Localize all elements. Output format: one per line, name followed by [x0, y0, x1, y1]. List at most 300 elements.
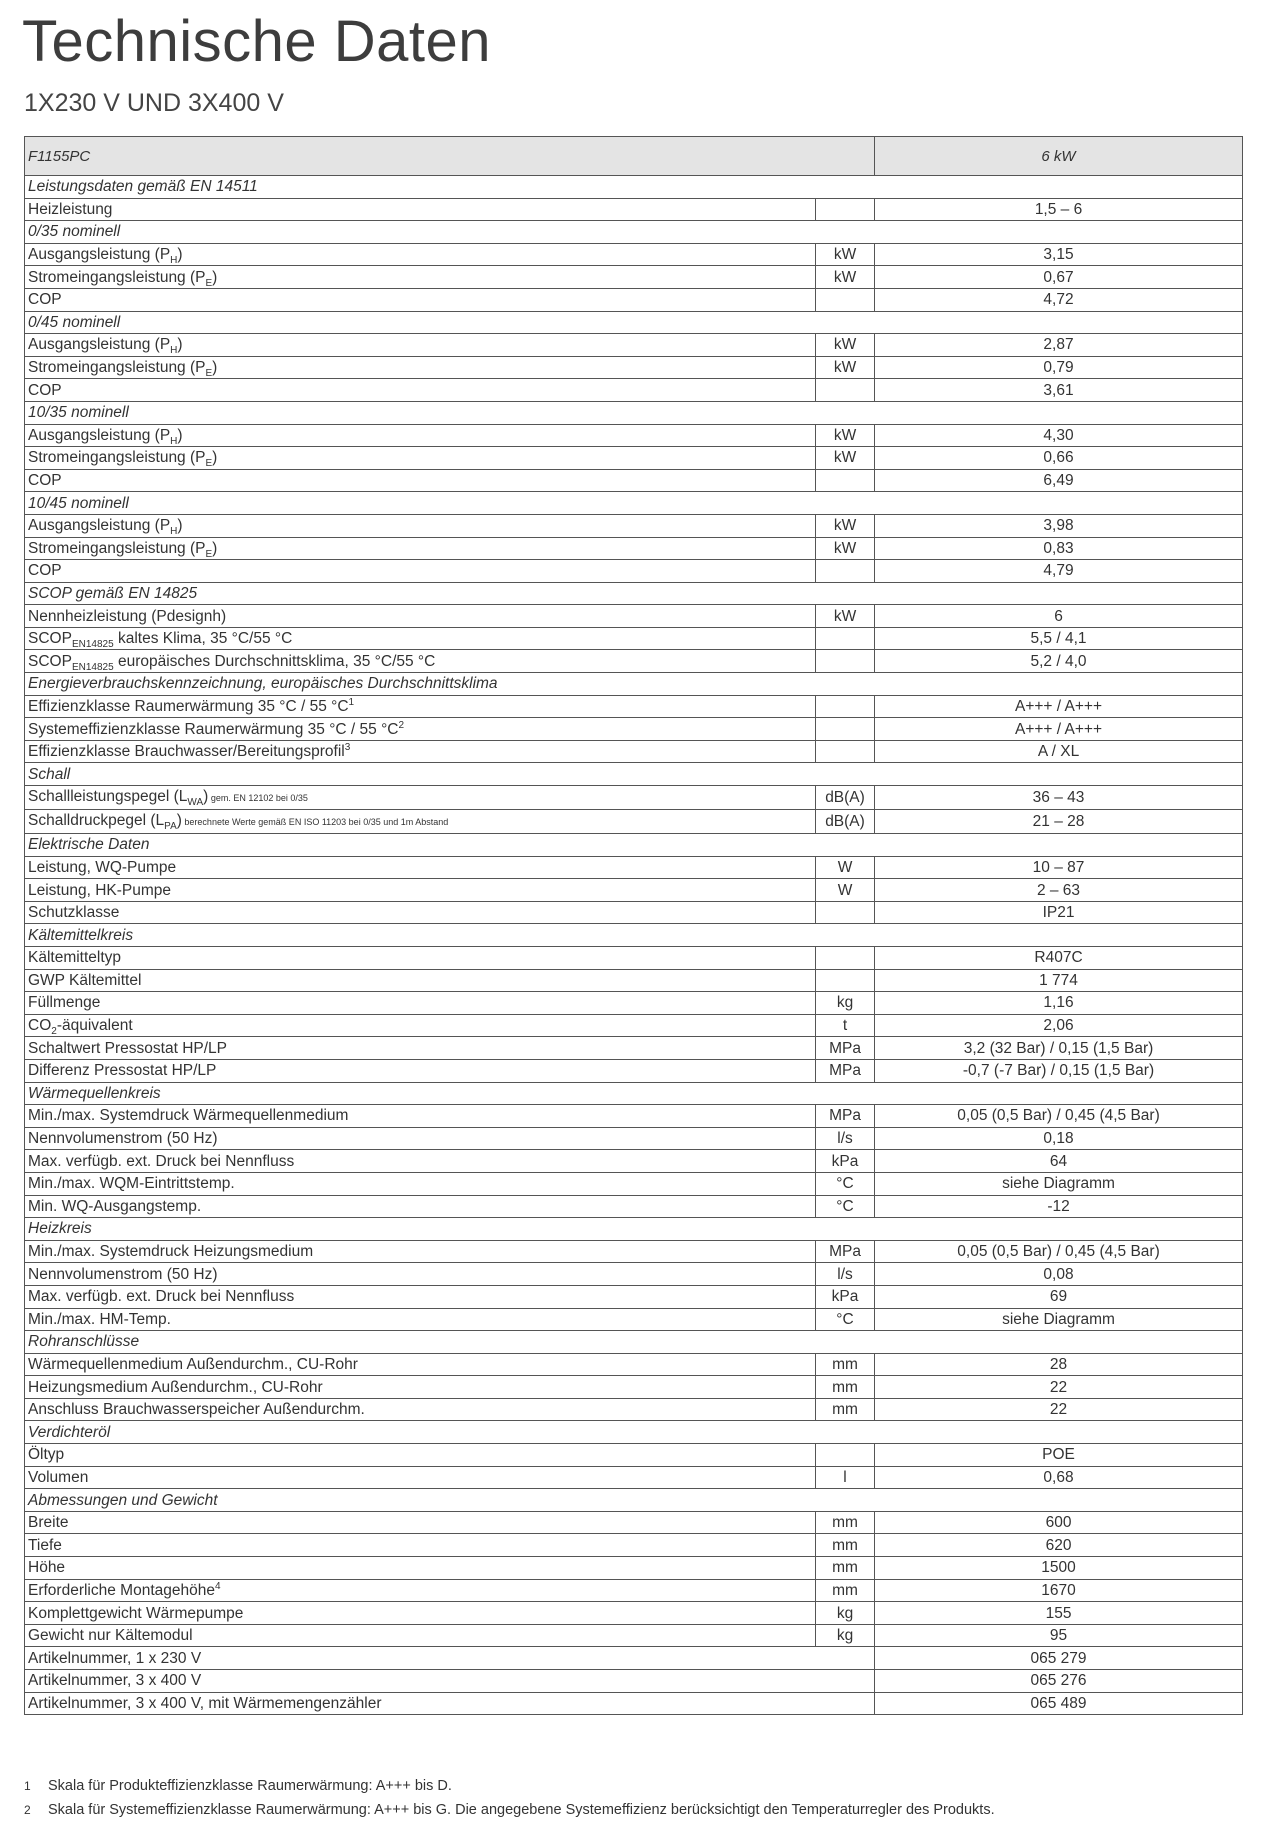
row-label-text: Min./max. WQM-Eintrittstemp.: [28, 1175, 235, 1193]
row-label-tail: ): [212, 539, 218, 557]
header-value: 6 kW: [875, 137, 1243, 176]
row-label-text: COP: [28, 472, 62, 490]
row-label: [25, 856, 816, 879]
row-label: [25, 1195, 816, 1218]
section-row: [25, 221, 1243, 244]
section-label: Rohranschlüsse: [25, 1331, 1243, 1354]
row-unit: W: [816, 856, 875, 879]
table-row: [25, 947, 1243, 970]
table-row: [25, 901, 1243, 924]
section-row: [25, 834, 1243, 857]
row-unit: kW: [816, 243, 875, 266]
row-value: IP21: [875, 901, 1243, 924]
row-value: 6: [875, 605, 1243, 628]
row-label-tail: ): [212, 268, 218, 286]
row-label-subscript: H: [170, 345, 178, 357]
row-label: [25, 514, 816, 537]
row-label-tail: europäisches Durchschnittsklima, 35 °C/55 °C: [113, 652, 436, 670]
row-label-text: Schallleistungspegel (L: [28, 788, 188, 806]
row-label-text: Nennvolumenstrom (50 Hz): [28, 1130, 218, 1148]
row-label: [25, 1398, 816, 1421]
row-label: [25, 1624, 816, 1647]
row-unit: l: [816, 1466, 875, 1489]
table-row: [25, 288, 1243, 311]
section-row: [25, 492, 1243, 515]
row-value: 0,83: [875, 537, 1243, 560]
row-label: [25, 947, 816, 970]
footnote: [24, 1774, 995, 1798]
row-label: [25, 992, 816, 1015]
table-row: [25, 1014, 1243, 1037]
table-row: [25, 1195, 1243, 1218]
row-value: A / XL: [875, 740, 1243, 763]
row-unit: l/s: [816, 1127, 875, 1150]
row-label-text: GWP Kältemittel: [28, 971, 142, 989]
row-label-tail: ): [212, 449, 218, 467]
table-row: [25, 514, 1243, 537]
row-value: 3,15: [875, 243, 1243, 266]
row-value: 3,2 (32 Bar) / 0,15 (1,5 Bar): [875, 1037, 1243, 1060]
section-row: [25, 176, 1243, 199]
section-label: Abmessungen und Gewicht: [25, 1489, 1243, 1512]
footnote: [24, 1798, 995, 1822]
row-label-text: Artikelnummer, 3 x 400 V: [28, 1672, 202, 1690]
row-value: 28: [875, 1353, 1243, 1376]
row-unit: kg: [816, 1602, 875, 1625]
row-label: [25, 1670, 875, 1693]
row-label-text: CO: [28, 1017, 52, 1035]
row-value: 620: [875, 1534, 1243, 1557]
row-unit: [816, 969, 875, 992]
row-value: 0,05 (0,5 Bar) / 0,45 (4,5 Bar): [875, 1240, 1243, 1263]
section-label: Verdichteröl: [25, 1421, 1243, 1444]
row-unit: [816, 627, 875, 650]
section-row: [25, 924, 1243, 947]
row-unit: W: [816, 879, 875, 902]
table-row: [25, 1059, 1243, 1082]
row-value: 0,05 (0,5 Bar) / 0,45 (4,5 Bar): [875, 1105, 1243, 1128]
row-unit: °C: [816, 1172, 875, 1195]
table-row: [25, 1240, 1243, 1263]
row-label: [25, 1376, 816, 1399]
row-label-subscript: E: [205, 368, 213, 379]
row-label-note: gem. EN 12102 bei 0/35: [208, 793, 308, 804]
row-label: [25, 1037, 816, 1060]
row-value: A+++ / A+++: [875, 718, 1243, 741]
row-label-text: Ausgangsleistung (P: [28, 517, 171, 535]
row-label-text: Stromeingangsleistung (P: [28, 359, 206, 377]
table-row: [25, 560, 1243, 583]
row-label: [25, 1511, 816, 1534]
row-label-subscript: E: [205, 548, 213, 560]
row-unit: mm: [816, 1534, 875, 1557]
section-label: Wärmequellenkreis: [25, 1082, 1243, 1105]
row-label: [25, 1647, 875, 1670]
row-value: 4,72: [875, 288, 1243, 311]
row-label-text: Schutzklasse: [28, 904, 120, 922]
table-row: [25, 243, 1243, 266]
section-row: [25, 1331, 1243, 1354]
row-label: [25, 1353, 816, 1376]
footnote-text: Skala für Systemeffizienzklasse Raumerwärmung: A+++ bis G. Die angegebene Systemeffizienz berücksichtigt den Temperaturregler des Produkts.: [48, 1802, 995, 1818]
table-row: [25, 1037, 1243, 1060]
row-unit: kPa: [816, 1285, 875, 1308]
row-label: [25, 1240, 816, 1263]
row-value: 0,18: [875, 1127, 1243, 1150]
row-label: [25, 695, 816, 718]
row-unit: kW: [816, 356, 875, 379]
row-label-text: Ausgangsleistung (P: [28, 426, 171, 444]
table-row: [25, 1150, 1243, 1173]
footnote-ref: 3: [344, 741, 351, 753]
footnotes: [24, 1774, 995, 1822]
section-row: [25, 401, 1243, 424]
row-label: [25, 560, 816, 583]
row-unit: MPa: [816, 1059, 875, 1082]
row-value: 6,49: [875, 469, 1243, 492]
table-row: [25, 992, 1243, 1015]
table-row: [25, 969, 1243, 992]
table-row: [25, 1172, 1243, 1195]
row-value: 95: [875, 1624, 1243, 1647]
row-label: [25, 1127, 816, 1150]
row-label-text: Stromeingangsleistung (P: [28, 539, 206, 557]
row-label-text: Min. WQ-Ausgangstemp.: [28, 1197, 202, 1215]
row-label: [25, 1444, 816, 1467]
row-value: POE: [875, 1444, 1243, 1467]
row-value: 1670: [875, 1579, 1243, 1602]
row-unit: [816, 718, 875, 741]
row-label-text: Max. verfügb. ext. Druck bei Nennfluss: [28, 1288, 295, 1306]
table-row: [25, 537, 1243, 560]
table-row: [25, 1308, 1243, 1331]
row-label-tail: ): [177, 246, 183, 264]
row-label-text: Schalldruckpegel (L: [28, 812, 165, 830]
row-unit: kPa: [816, 1150, 875, 1173]
table-row: [25, 1511, 1243, 1534]
row-label-text: COP: [28, 291, 62, 309]
row-label-text: Höhe: [28, 1559, 66, 1577]
section-label: 10/35 nominell: [25, 401, 1243, 424]
row-value: 1500: [875, 1557, 1243, 1580]
section-label: Leistungsdaten gemäß EN 14511: [25, 176, 1243, 199]
table-row: [25, 379, 1243, 402]
row-value: 21 – 28: [875, 810, 1243, 834]
row-unit: [816, 650, 875, 673]
row-label-text: Stromeingangsleistung (P: [28, 449, 206, 467]
row-label: [25, 740, 816, 763]
row-label-subscript: 2: [51, 1026, 57, 1037]
table-row: [25, 1579, 1243, 1602]
row-label-text: Ausgangsleistung (P: [28, 246, 171, 264]
row-value: 2,87: [875, 334, 1243, 357]
table-row: [25, 334, 1243, 357]
section-row: [25, 311, 1243, 334]
row-label-subscript: EN14825: [71, 661, 114, 673]
row-label: [25, 718, 816, 741]
table-row: [25, 1444, 1243, 1467]
row-label-text: Effizienzklasse Raumerwärmung 35 °C / 55 °C: [28, 697, 349, 715]
row-unit: mm: [816, 1557, 875, 1580]
table-row: [25, 1602, 1243, 1625]
row-label-text: Leistung, WQ-Pumpe: [28, 858, 177, 876]
row-label: [25, 1285, 816, 1308]
row-label-text: SCOP: [28, 630, 72, 648]
row-value: 0,08: [875, 1263, 1243, 1286]
row-label-text: Schaltwert Pressostat HP/LP: [28, 1039, 227, 1057]
row-label: [25, 243, 816, 266]
row-label: [25, 447, 816, 470]
table-row: [25, 198, 1243, 221]
table-row: [25, 1127, 1243, 1150]
row-label-subscript: E: [205, 458, 213, 470]
table-row: [25, 605, 1243, 628]
section-row: [25, 763, 1243, 786]
row-label-subscript: H: [170, 526, 178, 537]
row-label-tail: ): [177, 336, 183, 354]
table-row: [25, 1670, 1243, 1693]
footnote-ref: 1: [348, 696, 355, 708]
section-row: [25, 1218, 1243, 1241]
row-value: 0,68: [875, 1466, 1243, 1489]
row-unit: mm: [816, 1579, 875, 1602]
row-value: 3,98: [875, 514, 1243, 537]
row-label: [25, 1263, 816, 1286]
row-unit: kW: [816, 334, 875, 357]
table-row: [25, 650, 1243, 673]
row-unit: °C: [816, 1195, 875, 1218]
row-value: 065 279: [875, 1647, 1243, 1670]
row-value: 2,06: [875, 1014, 1243, 1037]
row-label: [25, 1602, 816, 1625]
header-model: F1155PC: [25, 137, 875, 176]
footnote-ref: 2: [398, 719, 405, 731]
row-unit: [816, 740, 875, 763]
table-row: [25, 1398, 1243, 1421]
table-row: [25, 740, 1243, 763]
row-value: 1,5 – 6: [875, 198, 1243, 221]
row-label-tail: ): [177, 517, 183, 535]
row-label-text: Ausgangsleistung (P: [28, 336, 171, 354]
row-label: [25, 356, 816, 379]
row-value: -12: [875, 1195, 1243, 1218]
row-label-text: Systemeffizienzklasse Raumerwärmung 35 °C / 55 °C: [28, 720, 399, 738]
row-unit: mm: [816, 1376, 875, 1399]
row-label: [25, 810, 816, 834]
table-row: [25, 356, 1243, 379]
row-label: [25, 379, 816, 402]
section-row: [25, 1421, 1243, 1444]
footnote-text: Skala für Produkteffizienzklasse Raumerwärmung: A+++ bis D.: [48, 1778, 452, 1794]
row-unit: dB(A): [816, 810, 875, 834]
row-label: [25, 334, 816, 357]
table-row: [25, 1692, 1243, 1715]
row-label: [25, 1150, 816, 1173]
table-row: [25, 1353, 1243, 1376]
row-label: [25, 901, 816, 924]
section-label: Heizkreis: [25, 1218, 1243, 1241]
table-row: [25, 879, 1243, 902]
row-value: 69: [875, 1285, 1243, 1308]
row-label-text: Effizienzklasse Brauchwasser/Bereitungsprofil: [28, 743, 345, 761]
page-title: Technische Daten: [22, 9, 492, 74]
row-label-text: Erforderliche Montagehöhe: [28, 1581, 215, 1599]
row-label: [25, 1059, 816, 1082]
row-unit: kW: [816, 514, 875, 537]
row-value: A+++ / A+++: [875, 695, 1243, 718]
table-row: [25, 1466, 1243, 1489]
row-unit: [816, 901, 875, 924]
page-subtitle: 1X230 V UND 3X400 V: [24, 89, 284, 117]
row-unit: kW: [816, 537, 875, 560]
row-label-text: Breite: [28, 1514, 69, 1532]
table-row: [25, 1624, 1243, 1647]
row-label-text: Nennvolumenstrom (50 Hz): [28, 1265, 218, 1283]
row-unit: mm: [816, 1398, 875, 1421]
row-unit: MPa: [816, 1240, 875, 1263]
table-row: [25, 1285, 1243, 1308]
section-label: SCOP gemäß EN 14825: [25, 582, 1243, 605]
row-label-text: Min./max. Systemdruck Heizungsmedium: [28, 1243, 314, 1261]
row-unit: [816, 198, 875, 221]
row-unit: mm: [816, 1353, 875, 1376]
footnote-number: 1: [24, 1779, 31, 1793]
row-label-tail: kaltes Klima, 35 °C/55 °C: [113, 630, 293, 648]
section-row: [25, 673, 1243, 696]
row-label: [25, 1014, 816, 1037]
row-label-text: Anschluss Brauchwasserspeicher Außendurchm.: [28, 1401, 365, 1419]
row-value: 10 – 87: [875, 856, 1243, 879]
row-label-subscript: H: [170, 435, 178, 447]
row-value: 1,16: [875, 992, 1243, 1015]
row-value: 4,30: [875, 424, 1243, 447]
row-label-text: Komplettgewicht Wärmepumpe: [28, 1604, 244, 1622]
table-row: [25, 1263, 1243, 1286]
row-unit: [816, 379, 875, 402]
row-label: [25, 1466, 816, 1489]
row-label-text: Heizungsmedium Außendurchm., CU-Rohr: [28, 1378, 323, 1396]
row-value: 22: [875, 1376, 1243, 1399]
row-label: [25, 469, 816, 492]
spec-table: [24, 136, 1243, 1715]
section-label: 0/45 nominell: [25, 311, 1243, 334]
row-label-subscript: H: [170, 255, 178, 266]
row-unit: kW: [816, 447, 875, 470]
row-unit: kg: [816, 1624, 875, 1647]
section-label: Schall: [25, 763, 1243, 786]
row-label-text: Min./max. Systemdruck Wärmequellenmedium: [28, 1107, 349, 1125]
row-label-subscript: EN14825: [71, 639, 114, 650]
row-value: 22: [875, 1398, 1243, 1421]
row-label: [25, 1534, 816, 1557]
row-label: [25, 786, 816, 810]
row-value: 065 489: [875, 1692, 1243, 1715]
table-row: [25, 266, 1243, 289]
row-label: [25, 605, 816, 628]
table-row: [25, 1105, 1243, 1128]
row-label-text: Füllmenge: [28, 994, 101, 1012]
row-label-text: Artikelnummer, 3 x 400 V, mit Wärmemengenzähler: [28, 1694, 382, 1712]
row-value: -0,7 (-7 Bar) / 0,15 (1,5 Bar): [875, 1059, 1243, 1082]
section-label: 0/35 nominell: [25, 221, 1243, 244]
section-row: [25, 582, 1243, 605]
row-label-text: Volumen: [28, 1468, 89, 1486]
row-unit: [816, 695, 875, 718]
section-label: Elektrische Daten: [25, 834, 1243, 857]
row-unit: °C: [816, 1308, 875, 1331]
row-unit: [816, 288, 875, 311]
row-unit: dB(A): [816, 786, 875, 810]
row-label-tail: ): [177, 426, 183, 444]
table-row: [25, 424, 1243, 447]
row-unit: [816, 469, 875, 492]
row-label-text: Artikelnummer, 1 x 230 V: [28, 1649, 202, 1667]
row-label: [25, 1172, 816, 1195]
row-label: [25, 969, 816, 992]
row-label-subscript: PA: [164, 821, 177, 833]
row-label-text: Kältemitteltyp: [28, 949, 122, 967]
row-unit: t: [816, 1014, 875, 1037]
row-label-subscript: E: [205, 277, 213, 289]
row-label: [25, 1692, 875, 1715]
row-value: 4,79: [875, 560, 1243, 583]
section-label: 10/45 nominell: [25, 492, 1243, 515]
table-row: [25, 469, 1243, 492]
row-label-text: Stromeingangsleistung (P: [28, 268, 206, 286]
table-row: [25, 786, 1243, 810]
table-row: [25, 695, 1243, 718]
table-row: [25, 1534, 1243, 1557]
row-value: R407C: [875, 947, 1243, 970]
row-unit: [816, 947, 875, 970]
table-row: [25, 447, 1243, 470]
row-unit: mm: [816, 1511, 875, 1534]
row-label: [25, 1308, 816, 1331]
row-label-text: COP: [28, 562, 62, 580]
row-label-tail: -äquivalent: [56, 1017, 133, 1035]
row-label: [25, 879, 816, 902]
row-value: siehe Diagramm: [875, 1308, 1243, 1331]
row-value: siehe Diagramm: [875, 1172, 1243, 1195]
table-row: [25, 1647, 1243, 1670]
row-value: 36 – 43: [875, 786, 1243, 810]
row-label-tail: ): [212, 359, 218, 377]
footnote-number: 2: [24, 1803, 31, 1817]
section-label: Energieverbrauchskennzeichnung, europäisches Durchschnittsklima: [25, 673, 1243, 696]
section-row: [25, 1489, 1243, 1512]
table-header-row: [25, 137, 1243, 176]
row-label-text: SCOP: [28, 652, 72, 670]
row-value: 155: [875, 1602, 1243, 1625]
row-unit: kg: [816, 992, 875, 1015]
row-unit: MPa: [816, 1105, 875, 1128]
row-value: 600: [875, 1511, 1243, 1534]
row-label-text: COP: [28, 381, 62, 399]
footnote-ref: 4: [214, 1580, 221, 1592]
row-label: [25, 424, 816, 447]
row-label: [25, 627, 816, 650]
row-unit: kW: [816, 424, 875, 447]
row-label-text: Nennheizleistung (Pdesignh): [28, 607, 227, 625]
row-label: [25, 266, 816, 289]
row-value: 5,2 / 4,0: [875, 650, 1243, 673]
row-label-note: berechnete Werte gemäß EN ISO 11203 bei 0/35 und 1m Abstand: [181, 817, 449, 828]
row-label: [25, 198, 816, 221]
row-label-tail: ): [203, 788, 209, 806]
table-row: [25, 810, 1243, 834]
row-unit: l/s: [816, 1263, 875, 1286]
table-row: [25, 1557, 1243, 1580]
